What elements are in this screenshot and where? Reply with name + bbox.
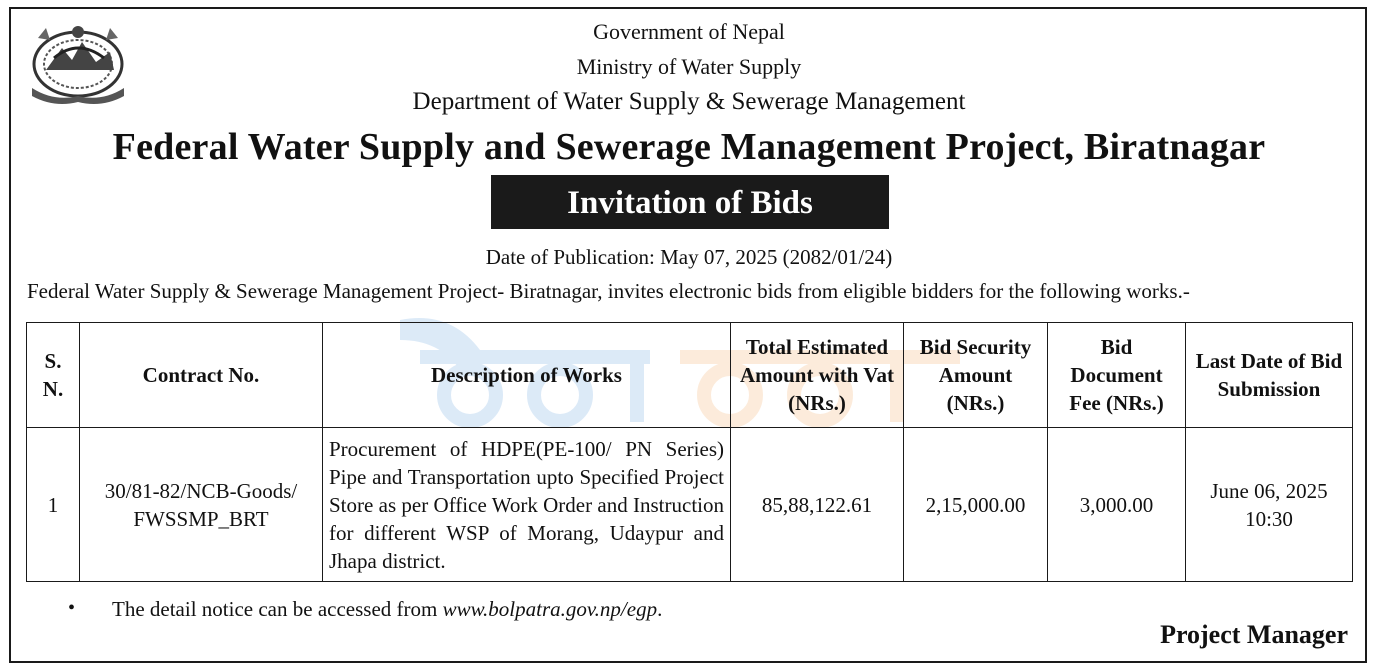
note-prefix: The detail notice can be accessed from xyxy=(112,597,443,621)
cell-bid-security: 2,15,000.00 xyxy=(904,428,1048,582)
cell-sn: 1 xyxy=(27,428,80,582)
intro-text: Federal Water Supply & Sewerage Management Project- Biratnagar, invites electronic bids from eligible bidders for the following works.- xyxy=(27,279,1190,303)
bolpatra-link[interactable]: www.bolpatra.gov.np/egp xyxy=(442,597,658,621)
cell-description: Procurement of HDPE(PE-100/ PN Series) Pipe and Transportation upto Specified Project Store as per Office Work Order and Instruction for different WSP of Morang, Udaypur and Jhapa district. xyxy=(323,428,731,582)
project-title: Federal Water Supply and Sewerage Management Project, Biratnagar xyxy=(112,126,1266,168)
header-government: Government of Nepal xyxy=(593,19,785,44)
note-suffix: . xyxy=(657,597,663,621)
table-header-row xyxy=(27,323,1353,428)
cell-document-fee: 3,000.00 xyxy=(1048,428,1186,582)
col-header-bid-security: Bid Security Amount (NRs.) xyxy=(904,323,1048,428)
note-bullet: • xyxy=(68,597,76,619)
header-ministry: Ministry of Water Supply xyxy=(576,54,802,79)
invitation-banner: Invitation of Bids xyxy=(491,175,889,229)
col-header-document-fee: Bid Document Fee (NRs.) xyxy=(1048,323,1186,428)
publication-date: Date of Publication: May 07, 2025 (2082/01/24) xyxy=(485,245,893,269)
header-department: Department of Water Supply & Sewerage Management xyxy=(412,88,966,115)
col-header-last-date: Last Date of Bid Submission xyxy=(1186,323,1353,428)
col-header-sn: S. N. xyxy=(27,323,80,428)
bids-table xyxy=(26,322,1353,582)
cell-total-estimated: 85,88,122.61 xyxy=(731,428,904,582)
table-row xyxy=(27,428,1353,582)
col-header-description: Description of Works xyxy=(323,323,731,428)
detail-note xyxy=(112,597,662,622)
cell-contract-no: 30/81-82/NCB-Goods/ FWSSMP_BRT xyxy=(80,428,323,582)
col-header-total-estimated: Total Estimated Amount with Vat (NRs.) xyxy=(731,323,904,428)
col-header-contract-no: Contract No. xyxy=(80,323,323,428)
signer-title: Project Manager xyxy=(1160,620,1348,649)
cell-last-date: June 06, 2025 10:30 xyxy=(1186,428,1353,582)
